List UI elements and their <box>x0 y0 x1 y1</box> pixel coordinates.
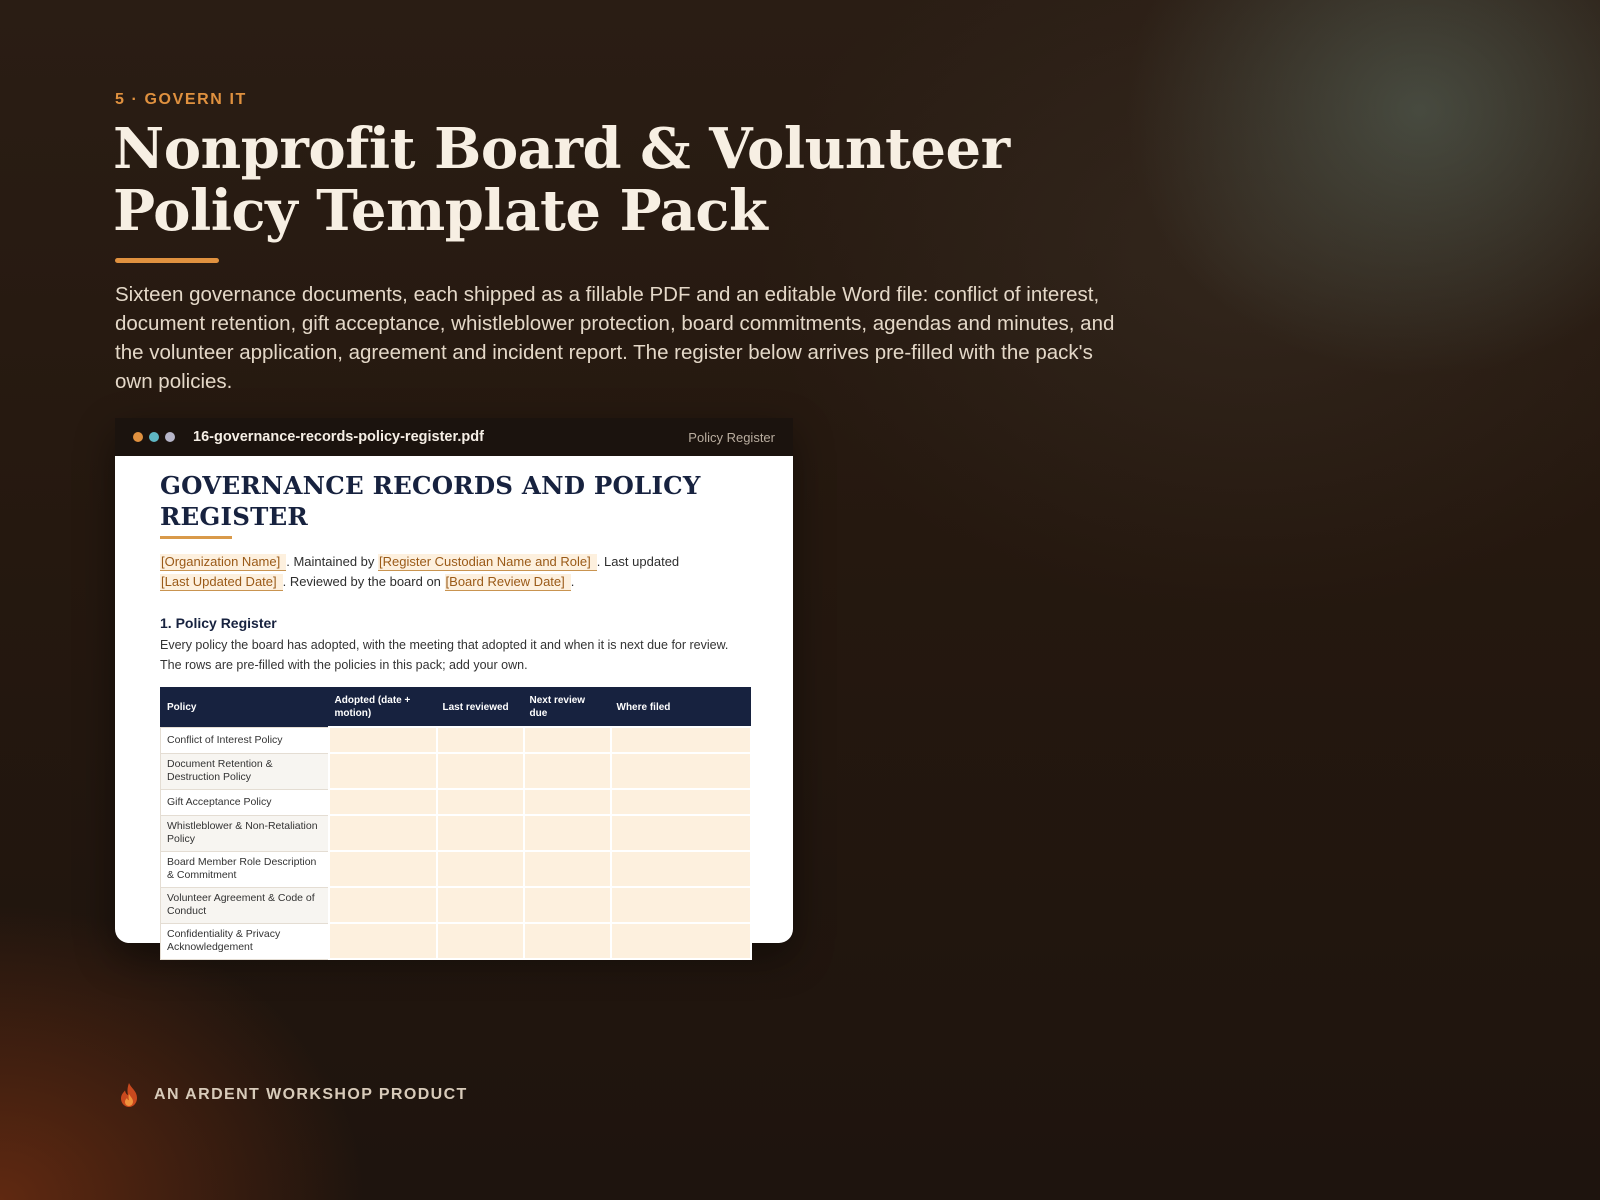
where-filed-field[interactable] <box>611 789 751 815</box>
table-row <box>161 887 751 923</box>
window-dot-lavender-icon <box>165 432 175 442</box>
meta-text-last-updated: . Last updated <box>596 554 680 569</box>
section-description: Every policy the board has adopted, with the meeting that adopted it and when it is next due for review. The rows are pre-filled with the policies in this pack; add your own. <box>160 638 729 672</box>
next-review-field[interactable] <box>524 753 611 789</box>
document-filename: 16-governance-records-policy-register.pdf <box>193 429 484 445</box>
last-reviewed-field[interactable] <box>437 887 524 923</box>
table-row <box>161 753 751 789</box>
table-row <box>161 923 751 959</box>
brand-footer <box>118 1082 468 1108</box>
document-page <box>115 456 793 953</box>
where-filed-field[interactable] <box>611 815 751 851</box>
page-title: Nonprofit Board & Volunteer Policy Template Pack <box>113 116 1010 244</box>
adopted-field[interactable] <box>329 923 437 959</box>
column-header-policy: Policy <box>161 688 329 728</box>
table-row <box>161 789 751 815</box>
last-reviewed-field[interactable] <box>437 851 524 887</box>
next-review-field[interactable] <box>524 923 611 959</box>
window-dot-teal-icon <box>149 432 159 442</box>
window-label: Policy Register <box>688 429 775 445</box>
section-eyebrow: 5 · GOVERN IT <box>115 91 247 108</box>
meta-text-maintained: . Maintained by <box>286 554 379 569</box>
register-custodian-field[interactable]: [Register Custodian Name and Role] <box>378 554 597 571</box>
adopted-field[interactable] <box>329 887 437 923</box>
policy-name-cell: Gift Acceptance Policy <box>161 789 329 815</box>
next-review-field[interactable] <box>524 851 611 887</box>
where-filed-field[interactable] <box>611 753 751 789</box>
last-reviewed-field[interactable] <box>437 923 524 959</box>
adopted-field[interactable] <box>329 851 437 887</box>
column-header-adopted: Adopted (date + motion) <box>329 688 437 728</box>
last-reviewed-field[interactable] <box>437 815 524 851</box>
brand-label: AN ARDENT WORKSHOP PRODUCT <box>154 1086 468 1103</box>
column-header-last-reviewed: Last reviewed <box>437 688 524 728</box>
policy-name-cell: Confidentiality & Privacy Acknowledgement <box>161 923 329 959</box>
meta-text-reviewed: . Reviewed by the board on <box>282 574 445 589</box>
policy-register-table <box>160 687 752 960</box>
last-reviewed-field[interactable] <box>437 789 524 815</box>
document-preview-window <box>115 418 793 953</box>
policy-name-cell: Document Retention & Destruction Policy <box>161 753 329 789</box>
organization-name-field[interactable]: [Organization Name] <box>160 554 286 571</box>
adopted-field[interactable] <box>329 789 437 815</box>
last-reviewed-field[interactable] <box>437 753 524 789</box>
column-header-where-filed: Where filed <box>611 688 751 728</box>
title-underline <box>115 258 219 263</box>
window-dot-orange-icon <box>133 432 143 442</box>
policy-name-cell: Whistleblower & Non-Retaliation Policy <box>161 815 329 851</box>
meta-text-end: . <box>570 574 575 589</box>
table-row <box>161 815 751 851</box>
table-row <box>161 727 751 753</box>
where-filed-field[interactable] <box>611 923 751 959</box>
policy-name-cell: Conflict of Interest Policy <box>161 727 329 753</box>
window-titlebar <box>115 418 793 456</box>
where-filed-field[interactable] <box>611 851 751 887</box>
board-review-date-field[interactable]: [Board Review Date] <box>445 574 571 591</box>
adopted-field[interactable] <box>329 753 437 789</box>
next-review-field[interactable] <box>524 727 611 753</box>
next-review-field[interactable] <box>524 789 611 815</box>
document-title: GOVERNANCE RECORDS AND POLICY REGISTER <box>160 471 701 531</box>
policy-name-cell: Board Member Role Description & Commitment <box>161 851 329 887</box>
intro-paragraph: Sixteen governance documents, each shipped as a fillable PDF and an editable Word file: conflict of interest, document retention, gift acceptance, whistleblower protection, board commitments, agendas and minutes, and the volunteer application, agreement and incident report. The register below arrives pre-filled with the pack's own policies. <box>115 283 1115 393</box>
last-updated-date-field[interactable]: [Last Updated Date] <box>160 574 283 591</box>
policy-name-cell: Volunteer Agreement & Code of Conduct <box>161 887 329 923</box>
document-meta <box>160 552 740 592</box>
table-row <box>161 851 751 887</box>
document-title-underline <box>160 536 232 539</box>
where-filed-field[interactable] <box>611 887 751 923</box>
flame-icon <box>118 1082 140 1108</box>
adopted-field[interactable] <box>329 727 437 753</box>
section-heading: 1. Policy Register <box>160 615 277 631</box>
adopted-field[interactable] <box>329 815 437 851</box>
table-header-row <box>161 688 751 728</box>
column-header-next-review: Next review due <box>524 688 611 728</box>
next-review-field[interactable] <box>524 815 611 851</box>
last-reviewed-field[interactable] <box>437 727 524 753</box>
where-filed-field[interactable] <box>611 727 751 753</box>
next-review-field[interactable] <box>524 887 611 923</box>
